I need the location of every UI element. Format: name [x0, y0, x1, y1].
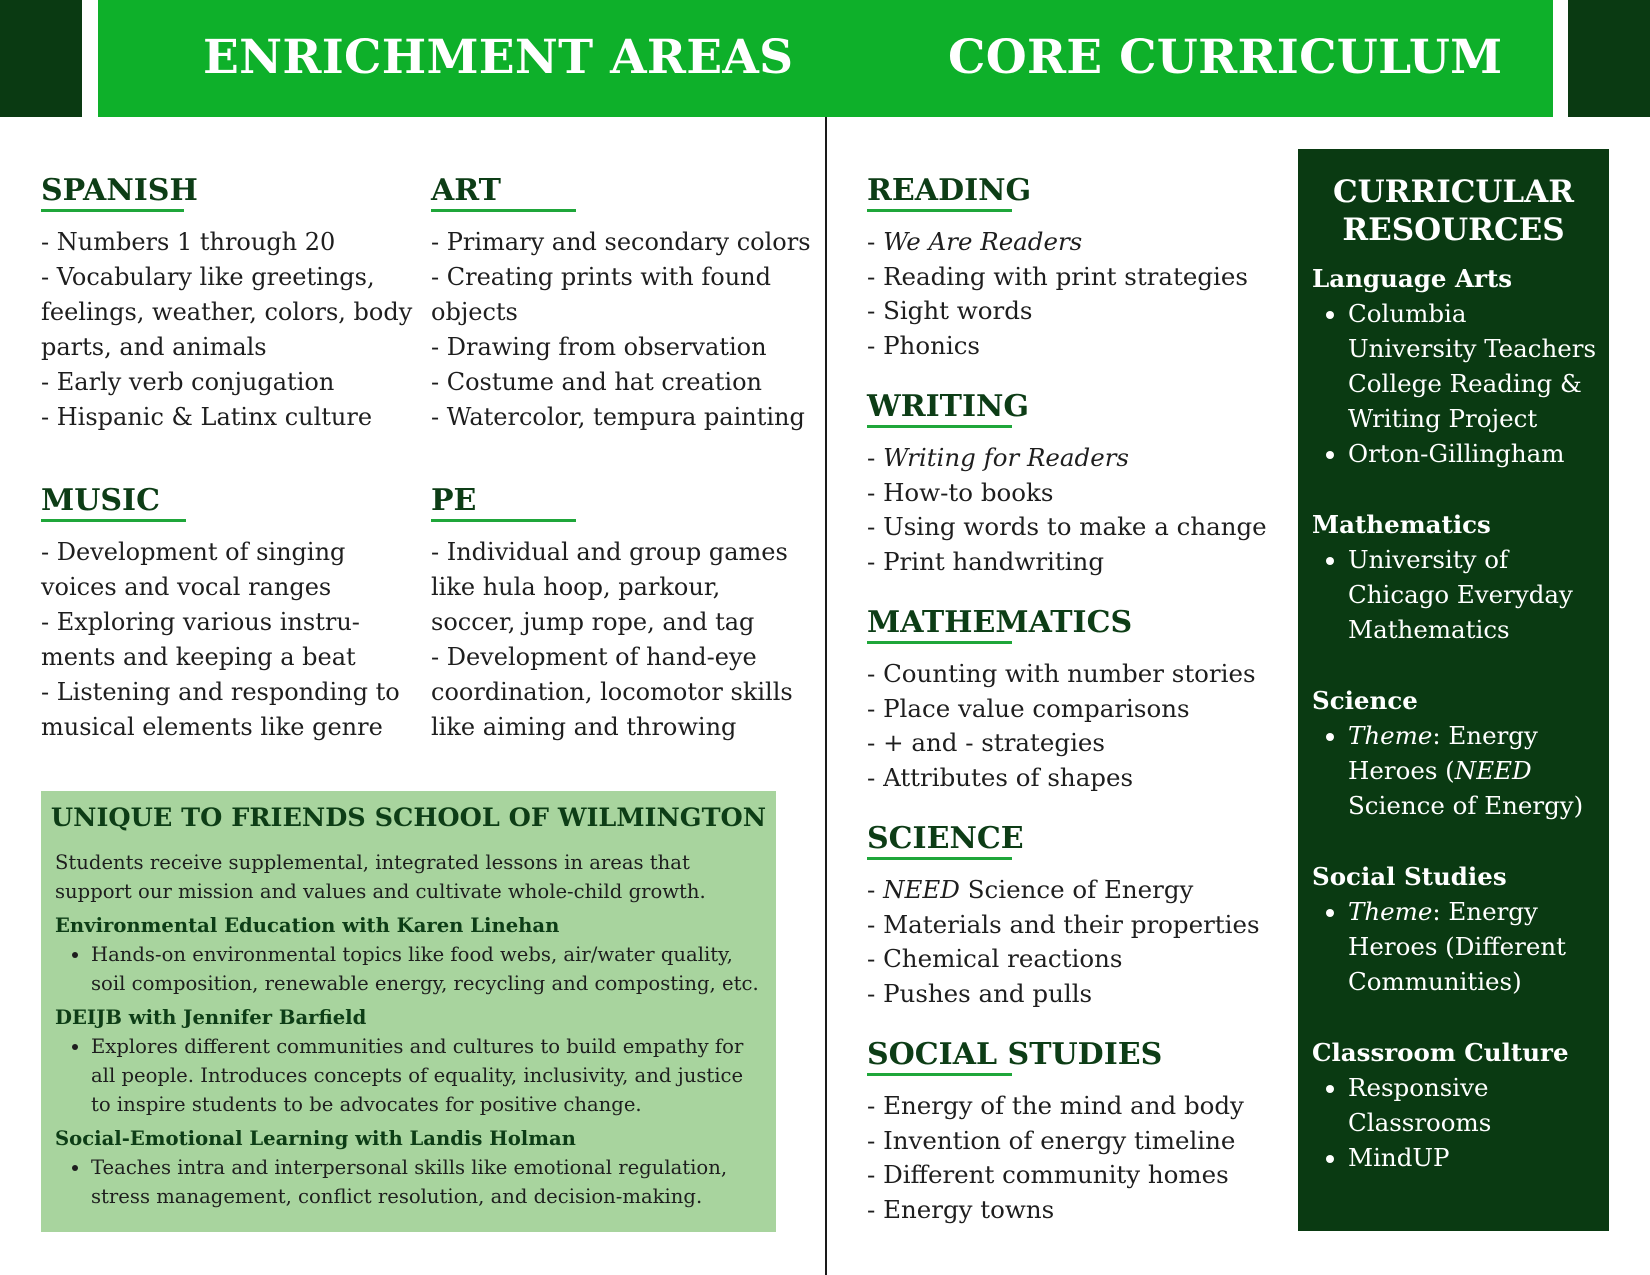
writing-underline	[867, 425, 1012, 428]
resource-group-language-arts	[1312, 261, 1602, 471]
science-program-name: NEED	[883, 875, 960, 904]
social-studies-title: SOCIAL STUDIES	[867, 1037, 1163, 1072]
unique-programs-box	[41, 791, 776, 1232]
program-list	[55, 940, 760, 998]
resource-group-title: Social Studies	[1312, 862, 1507, 891]
theme-label: Theme	[1348, 721, 1433, 750]
list-item: • University of Chicago Everyday Mathematics	[1348, 542, 1602, 647]
resource-group-science	[1312, 683, 1602, 823]
science-title: SCIENCE	[867, 821, 1024, 856]
list-item: - Numbers 1 through 20	[41, 228, 336, 256]
curricular-resources-panel	[1298, 149, 1609, 1231]
art-underline	[431, 209, 576, 212]
music-list	[41, 535, 400, 745]
list-item: - Vocabulary like greetings,	[41, 263, 375, 291]
resource-group-title: Mathematics	[1312, 510, 1491, 539]
list-item: - Writing for Readers	[867, 443, 1129, 472]
list-item: - Listening and responding to	[41, 678, 400, 706]
writing-list	[867, 441, 1267, 579]
list-item: - Different community homes	[867, 1160, 1229, 1189]
list-item: - Development of singing	[41, 538, 346, 566]
art-title: ART	[431, 173, 502, 208]
social-studies-underline	[867, 1073, 1012, 1076]
resource-group-mathematics	[1312, 507, 1602, 647]
enrichment-areas-heading: ENRICHMENT AREAS	[203, 30, 794, 85]
list-item: - Primary and secondary colors	[431, 228, 811, 256]
theme-label: Theme	[1348, 897, 1433, 926]
writing-program-name: Writing for Readers	[883, 443, 1129, 472]
program-title: DEIJB with Jennifer Barfield	[55, 1006, 367, 1029]
header-right-tab	[1568, 0, 1650, 117]
list-item: - Sight words	[867, 296, 1033, 325]
spanish-title: SPANISH	[41, 173, 198, 208]
resource-list	[1312, 894, 1602, 999]
list-item: - Place value comparisons	[867, 693, 1190, 723]
resource-group-title: Classroom Culture	[1312, 1038, 1569, 1067]
list-item: • Columbia University Teachers College Reading & Writing Project	[1348, 296, 1602, 436]
list-item: parts, and animals	[41, 333, 267, 361]
list-item: • Explores different communities and cultures to build empathy for all people. Introduces concepts of equality, inclusivity, and justice to inspire students to be advocates for positive change.	[91, 1032, 760, 1119]
list-item: - Invention of energy timeline	[867, 1125, 1236, 1155]
resource-list	[1312, 1070, 1602, 1175]
list-item: coordination, locomotor skills	[431, 678, 793, 706]
list-item: - Watercolor, tempura painting	[431, 403, 805, 431]
list-item	[1348, 718, 1602, 823]
list-item: • Orton-Gillingham	[1348, 436, 1602, 471]
list-item: - Chemical reactions	[867, 944, 1123, 973]
list-item: • MindUP	[1348, 1140, 1602, 1175]
resource-group-classroom-culture	[1312, 1035, 1602, 1175]
list-item: - + and - strategies	[867, 728, 1105, 757]
list-item: - Energy towns	[867, 1194, 1055, 1224]
resource-list	[1312, 296, 1602, 471]
list-item: - Phonics	[867, 330, 980, 360]
resource-list	[1312, 718, 1602, 823]
program-list	[55, 1153, 760, 1211]
spanish-list	[41, 225, 412, 435]
list-item: - Materials and their properties	[867, 909, 1260, 939]
pe-underline	[431, 519, 576, 522]
reading-underline	[867, 209, 1012, 212]
program-list	[55, 1032, 760, 1119]
list-item: - Attributes of shapes	[867, 762, 1134, 792]
resources-title-line: RESOURCES	[1342, 212, 1565, 248]
list-item: - Exploring various instru-	[41, 608, 360, 636]
list-item: objects	[431, 298, 518, 326]
resource-group-social-studies	[1312, 859, 1602, 999]
theme-text: : Energy Heroes (Different Communities)	[1348, 897, 1566, 996]
science-underline	[867, 857, 1012, 860]
science-list	[867, 873, 1260, 1011]
theme-italic: NEED	[1454, 756, 1532, 785]
list-item: - Counting with number stories	[867, 659, 1256, 688]
list-item: - Costume and hat creation	[431, 368, 763, 396]
science-program-rest: Science of Energy	[959, 875, 1194, 904]
unique-body	[55, 848, 760, 1211]
header-left-tab	[0, 0, 82, 117]
music-underline	[41, 519, 186, 522]
list-item: • Responsive Classrooms	[1348, 1070, 1602, 1140]
unique-intro: Students receive supplemental, integrated lessons in areas that support our mission and values and cultivate whole-child growth.	[55, 851, 706, 903]
list-item: - Hispanic & Latinx culture	[41, 403, 373, 431]
list-item: - Print handwriting	[867, 546, 1105, 576]
resources-title	[1298, 173, 1609, 249]
theme-text: Science of Energy)	[1348, 791, 1584, 820]
core-curriculum-heading: CORE CURRICULUM	[948, 30, 1503, 85]
list-item: - We Are Readers	[867, 227, 1083, 256]
list-item: - Early verb conjugation	[41, 368, 335, 396]
list-item: - Energy of the mind and body	[867, 1091, 1244, 1120]
list-item: like hula hoop, parkour,	[431, 573, 721, 601]
writing-title: WRITING	[867, 389, 1030, 424]
resource-group-title: Language Arts	[1312, 264, 1513, 293]
program-title: Social-Emotional Learning with Landis Holman	[55, 1127, 576, 1150]
mathematics-list	[867, 657, 1256, 795]
list-item: - NEED Science of Energy	[867, 875, 1194, 904]
reading-title: READING	[867, 173, 1032, 208]
list-item: - Drawing from observation	[431, 333, 767, 361]
reading-program-name: We Are Readers	[883, 227, 1083, 256]
spanish-underline	[41, 209, 184, 212]
art-list	[431, 225, 811, 435]
list-item: musical elements like genre	[41, 713, 383, 741]
program-title: Environmental Education with Karen Linehan	[55, 914, 560, 937]
header-band	[98, 0, 1553, 117]
list-item: like aiming and throwing	[431, 713, 737, 741]
mathematics-underline	[867, 641, 1012, 644]
list-item: - Individual and group games	[431, 538, 788, 566]
resource-list	[1312, 542, 1602, 647]
list-item: voices and vocal ranges	[41, 573, 332, 601]
resource-group-title: Science	[1312, 686, 1418, 715]
list-item: soccer, jump rope, and tag	[431, 608, 755, 636]
list-item: • Teaches intra and interpersonal skills like emotional regulation, stress management, conflict resolution, and decision-making.	[91, 1153, 760, 1211]
theme-text: : Energy Heroes (	[1348, 721, 1538, 785]
list-item: - How-to books	[867, 477, 1054, 507]
list-item: - Pushes and pulls	[867, 978, 1093, 1008]
reading-list	[867, 225, 1248, 363]
list-item: - Reading with print strategies	[867, 261, 1248, 291]
list-item: - Creating prints with found	[431, 263, 771, 291]
list-item: ments and keeping a beat	[41, 643, 356, 671]
list-item: feelings, weather, colors, body	[41, 298, 413, 326]
pe-title: PE	[431, 483, 477, 518]
list-item: • Hands-on environmental topics like food webs, air/water quality, soil composition, renewable energy, recycling and composting, etc.	[91, 940, 760, 998]
list-item: - Using words to make a change	[867, 512, 1267, 541]
music-title: MUSIC	[41, 483, 160, 518]
mathematics-title: MATHEMATICS	[867, 605, 1133, 640]
list-item: - Development of hand-eye	[431, 643, 757, 671]
column-divider	[825, 117, 827, 1275]
resources-body	[1312, 261, 1602, 1211]
pe-list	[431, 535, 793, 745]
social-studies-list	[867, 1089, 1244, 1227]
list-item	[1348, 894, 1602, 999]
resources-title-line: CURRICULAR	[1332, 174, 1575, 210]
unique-title: UNIQUE TO FRIENDS SCHOOL OF WILMINGTON	[50, 803, 767, 833]
